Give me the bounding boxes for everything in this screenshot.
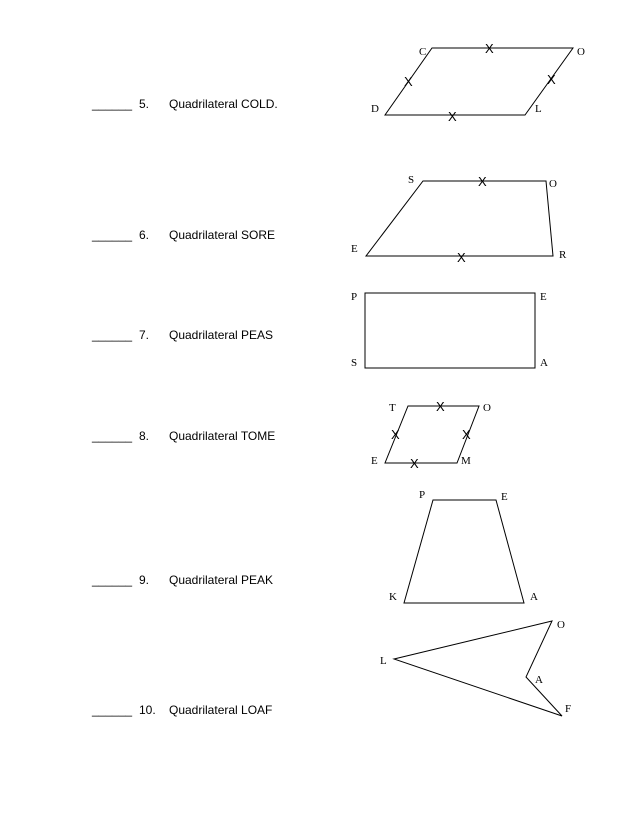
tome-vertex-e: E xyxy=(371,455,378,467)
figure-peas xyxy=(351,291,548,369)
loaf-vertex-f: F xyxy=(565,703,572,715)
answer-blank-6[interactable]: ______ xyxy=(92,228,133,242)
peas-vertex-p: P xyxy=(351,291,358,303)
question-text-6: Quadrilateral SORE xyxy=(169,228,276,242)
tome-tick-bottom: X xyxy=(410,456,419,471)
answer-blank-8[interactable]: ______ xyxy=(92,429,133,443)
cold-vertex-d: D xyxy=(371,103,379,115)
answer-blank-7[interactable]: ______ xyxy=(92,328,133,342)
figure-loaf xyxy=(380,619,571,716)
cold-tick-bottom: X xyxy=(448,109,457,124)
loaf-vertex-l: L xyxy=(380,655,387,667)
question-text-9: Quadrilateral PEAK xyxy=(169,573,274,587)
question-number-8: 8. xyxy=(139,429,150,443)
tome-tick-left: X xyxy=(391,427,400,442)
peak-vertex-p: P xyxy=(419,489,426,501)
peak-vertex-a: A xyxy=(530,591,538,603)
peas-vertex-a: A xyxy=(540,357,548,369)
cold-vertex-l: L xyxy=(535,103,542,115)
answer-blank-5[interactable]: ______ xyxy=(92,97,133,111)
cold-vertex-c: C xyxy=(419,46,427,58)
peas-vertex-e: E xyxy=(540,291,547,303)
answer-blank-9[interactable]: ______ xyxy=(92,573,133,587)
loaf-shape xyxy=(394,621,562,716)
figure-cold xyxy=(371,41,585,124)
sore-shape xyxy=(366,181,553,256)
tome-vertex-t: T xyxy=(389,402,396,414)
figure-sore xyxy=(351,174,567,265)
question-number-7: 7. xyxy=(139,328,150,342)
cold-tick-left: X xyxy=(404,74,413,89)
sore-vertex-r: R xyxy=(559,249,567,261)
answer-blank-10[interactable]: ______ xyxy=(92,703,133,717)
sore-vertex-e: E xyxy=(351,243,358,255)
peak-vertex-k: K xyxy=(389,591,397,603)
peas-vertex-s: S xyxy=(351,357,358,369)
question-text-5: Quadrilateral COLD. xyxy=(169,97,278,111)
sore-tick-bottom: X xyxy=(457,250,466,265)
question-number-10: 10. xyxy=(139,703,156,717)
sore-vertex-s: S xyxy=(408,174,415,186)
cold-shape xyxy=(385,48,573,115)
figure-tome xyxy=(371,399,491,471)
question-text-10: Quadrilateral LOAF xyxy=(169,703,273,717)
tome-vertex-m: M xyxy=(461,455,471,467)
sore-tick-top: X xyxy=(478,174,487,189)
cold-tick-right: X xyxy=(547,72,556,87)
peas-shape xyxy=(365,293,535,368)
peak-vertex-e: E xyxy=(501,491,508,503)
cold-vertex-o: O xyxy=(577,46,585,58)
question-number-5: 5. xyxy=(139,97,150,111)
question-text-7: Quadrilateral PEAS xyxy=(169,328,274,342)
question-text-8: Quadrilateral TOME xyxy=(169,429,276,443)
sore-vertex-o: O xyxy=(549,178,557,190)
question-number-6: 6. xyxy=(139,228,150,242)
tome-tick-right: X xyxy=(462,427,471,442)
loaf-vertex-o: O xyxy=(557,619,565,631)
peak-shape xyxy=(404,500,524,603)
loaf-vertex-a: A xyxy=(535,674,543,686)
cold-tick-top: X xyxy=(485,41,494,56)
question-number-9: 9. xyxy=(139,573,150,587)
tome-tick-top: X xyxy=(436,399,445,414)
figure-peak xyxy=(389,489,538,603)
tome-vertex-o: O xyxy=(483,402,491,414)
